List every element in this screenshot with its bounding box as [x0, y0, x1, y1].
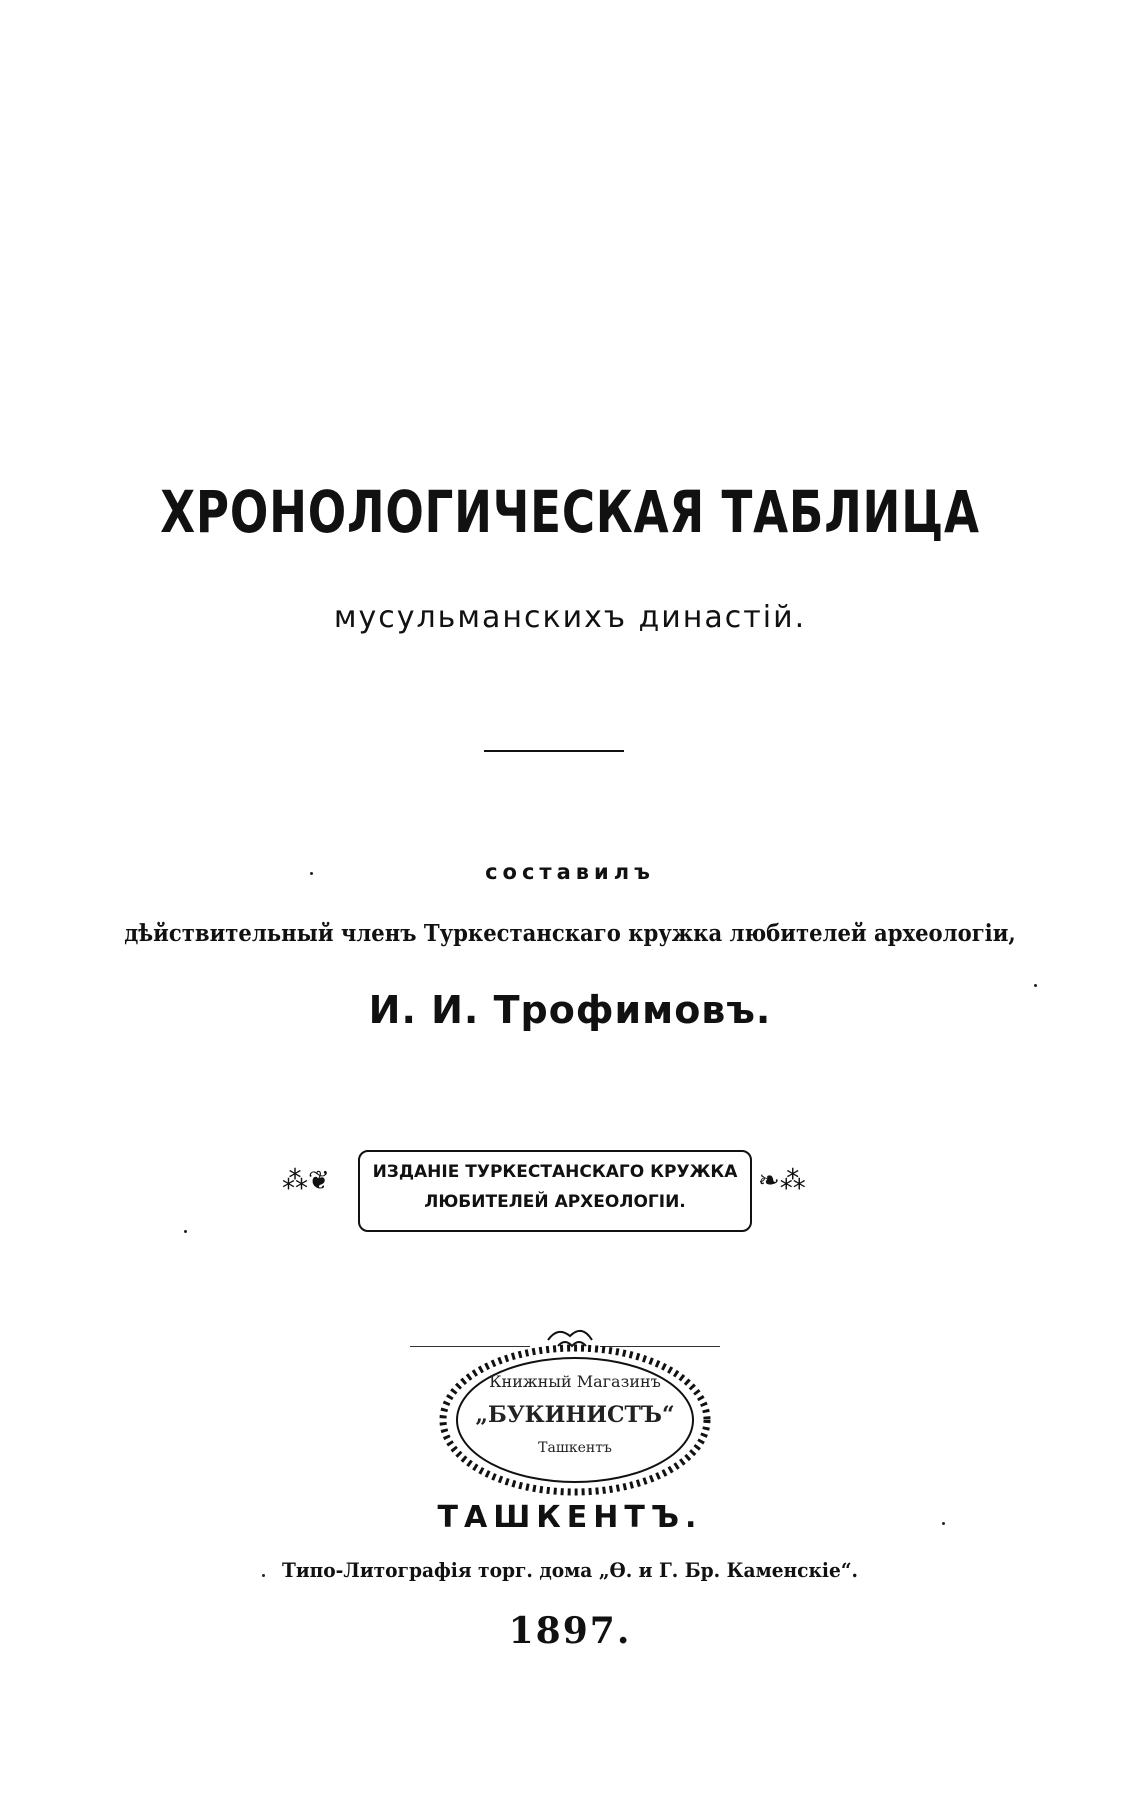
stamp-text-top: Книжный Магазинъ: [489, 1372, 661, 1391]
book-subtitle: мусульманскихъ династій.: [333, 600, 807, 635]
printer-imprint: Типо-Литографія торг. дома „Ѳ. и Г. Бр. Каменскіе“.: [281, 1558, 859, 1582]
print-speck: [184, 1230, 187, 1233]
publication-year: 1897.: [508, 1610, 632, 1652]
cartouche-line-2: ЛЮБИТЕЛЕЙ АРХЕОЛОГІИ.: [424, 1192, 686, 1212]
book-title: ХРОНОЛОГИЧЕСКАЯ ТАБЛИЦА: [160, 478, 980, 546]
compiled-by-label: составилъ: [485, 860, 655, 884]
print-speck: [942, 1522, 945, 1525]
stamp-text-bottom: Ташкентъ: [538, 1440, 612, 1456]
left-ornament-icon: ⁂❦: [282, 1166, 330, 1196]
publication-city: ТАШКЕНТЪ.: [437, 1500, 703, 1535]
publisher-cartouche: [358, 1150, 752, 1232]
stamp-text-middle: „БУКИНИСТЪ“: [475, 1402, 675, 1428]
separator-rule: [484, 750, 624, 752]
cartouche-line-1: ИЗДАНІЕ ТУРКЕСТАНСКАГО КРУЖКА: [372, 1162, 738, 1182]
print-speck: [1034, 984, 1037, 987]
right-ornament-icon: ❧⁂: [758, 1166, 806, 1196]
print-speck: [262, 1574, 265, 1577]
print-speck: [310, 872, 313, 875]
author-name: И. И. Трофимовъ.: [368, 988, 772, 1032]
author-description: дѣйствительный членъ Туркестанскаго кружка любителей археологіи,: [124, 920, 1016, 947]
bookseller-stamp: [430, 1320, 720, 1500]
